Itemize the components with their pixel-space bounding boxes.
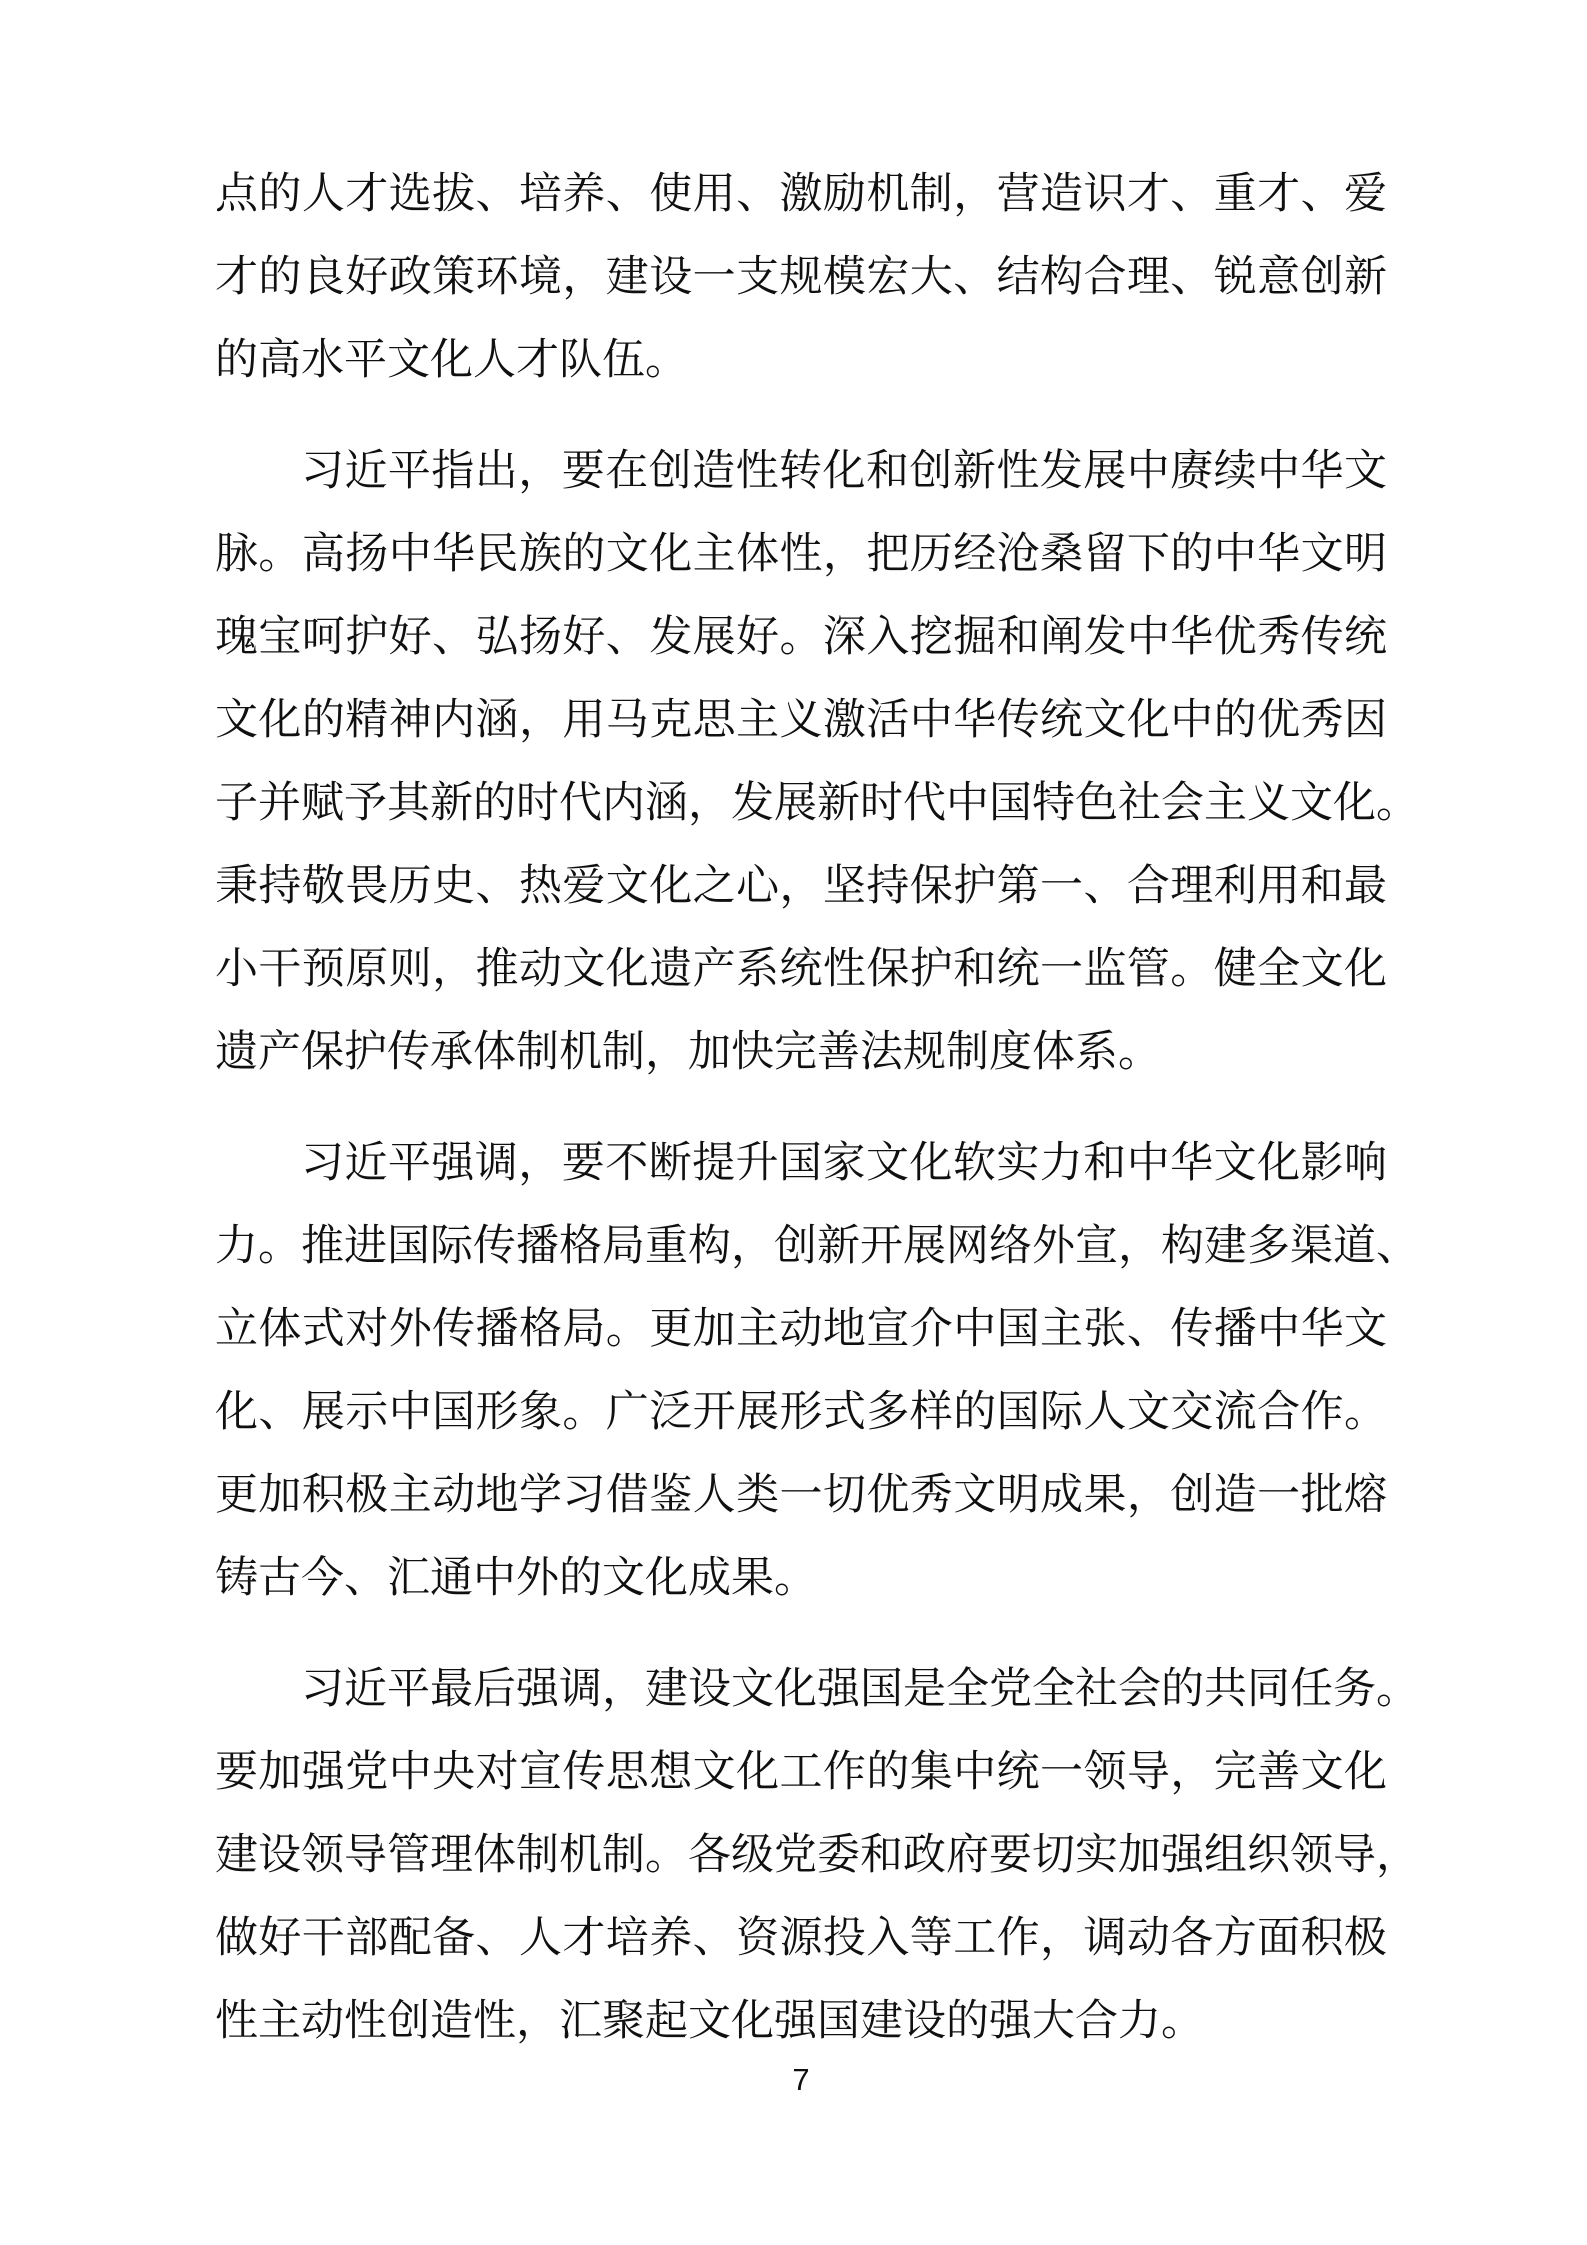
paragraph: [215, 1122, 1419, 1620]
text-line: 的高水平文化人才队伍。: [215, 337, 688, 384]
text-line: 子并赋予其新的时代内涵，发展新时代中国特色社会主义文化。: [215, 780, 1419, 827]
text-line: 点的人才选拔、培养、使用、激励机制，营造识才、重才、爱: [215, 171, 1387, 218]
text-line: 习近平强调，要不断提升国家文化软实力和中华文化影响: [301, 1140, 1387, 1187]
text-line: 脉。高扬中华民族的文化主体性，把历经沧桑留下的中华文明: [215, 531, 1387, 578]
text-block: [215, 153, 1419, 2091]
text-line: 秉持敬畏历史、热爱文化之心，坚持保护第一、合理利用和最: [215, 863, 1387, 910]
text-line: 文化的精神内涵，用马克思主义激活中华传统文化中的优秀因: [215, 697, 1387, 744]
text-line: 做好干部配备、人才培养、资源投入等工作，调动各方面积极: [215, 1915, 1387, 1962]
text-line: 要加强党中央对宣传思想文化工作的集中统一领导，完善文化: [215, 1749, 1387, 1796]
text-line: 瑰宝呵护好、弘扬好、发展好。深入挖掘和阐发中华优秀传统: [215, 614, 1387, 661]
text-line: 更加积极主动地学习借鉴人类一切优秀文明成果，创造一批熔: [215, 1472, 1387, 1519]
text-line: 小干预原则，推动文化遗产系统性保护和统一监管。健全文化: [215, 946, 1387, 993]
text-line: 习近平最后强调，建设文化强国是全党全社会的共同任务。: [301, 1666, 1419, 1713]
page-number: 7: [792, 2062, 810, 2097]
text-line: 建设领导管理体制机制。各级党委和政府要切实加强组织领导，: [215, 1832, 1419, 1879]
text-line: 立体式对外传播格局。更加主动地宣介中国主张、传播中华文: [215, 1306, 1387, 1353]
paragraph: [215, 153, 1387, 402]
text-line: 习近平指出，要在创造性转化和创新性发展中赓续中华文: [301, 448, 1387, 495]
text-line: 遗产保护传承体制机制，加快完善法规制度体系。: [215, 1029, 1161, 1076]
paragraph: [215, 1648, 1419, 2063]
paragraph: [215, 430, 1419, 1094]
text-line: 力。推进国际传播格局重构，创新开展网络外宣，构建多渠道、: [215, 1223, 1419, 1270]
text-line: 铸古今、汇通中外的文化成果。: [215, 1555, 817, 1602]
text-line: 性主动性创造性，汇聚起文化强国建设的强大合力。: [215, 1998, 1204, 2045]
text-line: 才的良好政策环境，建设一支规模宏大、结构合理、锐意创新: [215, 254, 1387, 301]
text-line: 化、展示中国形象。广泛开展形式多样的国际人文交流合作。: [215, 1389, 1387, 1436]
